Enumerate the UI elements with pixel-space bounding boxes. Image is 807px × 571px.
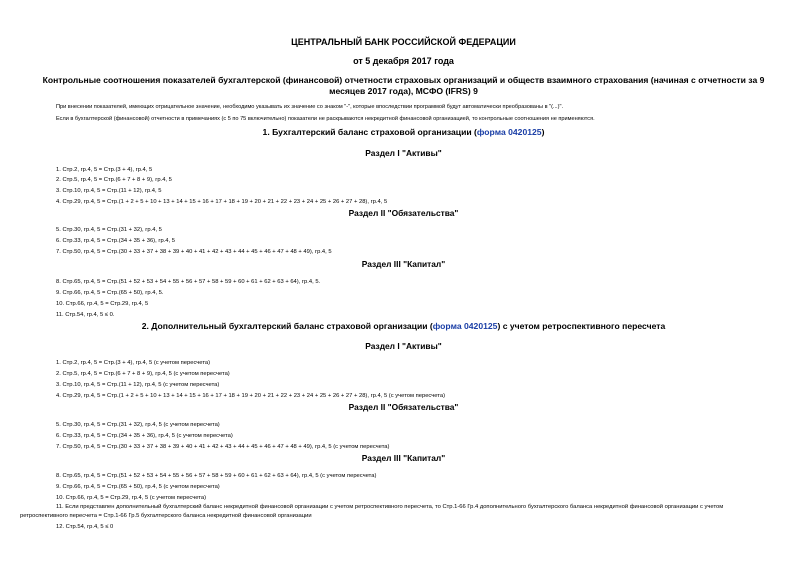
note-not-applicable: Если в бухгалтерской (финансовой) отчетности в примечаниях (с 5 по 75 включительно) показатели не раскрываются некредитной финансовой организацией, то контрольные соотношения не применяются.: [56, 116, 595, 122]
s2-liabilities-heading: Раздел II "Обязательства": [348, 402, 459, 412]
section-2-title-post: ) с учетом ретроспективного пересчета: [497, 321, 666, 331]
s1-capital-heading: Раздел III "Капитал": [361, 259, 446, 269]
s1-rule-2: 2. Стр.5, гр.4, 5 = Стр.(6 + 7 + 8 + 9), гр.4, 5: [56, 177, 172, 183]
s2-rule-1: 1. Стр.2, гр.4, 5 = Стр.(3 + 4), гр.4, 5 (с учетом пересчета): [56, 360, 211, 366]
s1-rule-11: 11. Стр.54, гр.4, 5 ≤ 0.: [56, 312, 115, 318]
section-1-title-pre: 1. Бухгалтерский баланс страховой организации (: [262, 127, 477, 137]
section-2-title: [0, 321, 807, 331]
s2-rule-7: 7. Стр.50, гр.4, 5 = Стр.(30 + 33 + 37 + 38 + 39 + 40 + 41 + 42 + 43 + 44 + 45 + 46 + 47 + 48 + 49), гр.4, 5 (с учетом пересчета): [56, 444, 390, 450]
s1-rule-8: 8. Стр.65, гр.4, 5 = Стр.(51 + 52 + 53 + 54 + 55 + 56 + 57 + 58 + 59 + 60 + 61 + 62 + 63 + 64), гр.4, 5.: [56, 279, 321, 285]
document-title: Контрольные соотношения показателей бухгалтерской (финансовой) отчетности страховых организаций и обществ взаимного страхования (начиная с отчетности за 9 месяцев 2017 года), МСФО (IFRS) 9: [42, 75, 765, 96]
s1-rule-6: 6. Стр.33, гр.4, 5 = Стр.(34 + 35 + 36), гр.4, 5: [56, 238, 175, 244]
s1-liabilities-heading: Раздел II "Обязательства": [348, 208, 459, 218]
s2-assets-heading: Раздел I "Активы": [365, 341, 442, 351]
s1-rule-4: 4. Стр.29, гр.4, 5 = Стр.(1 + 2 + 5 + 10 + 13 + 14 + 15 + 16 + 17 + 18 + 19 + 20 + 21 + 22 + 23 + 24 + 25 + 26 + 27 + 28), гр.4, 5: [56, 199, 388, 205]
s2-rule-2: 2. Стр.5, гр.4, 5 = Стр.(6 + 7 + 8 + 9), гр.4, 5 (с учетом пересчета): [56, 371, 230, 377]
form-0420125-link[interactable]: форма 0420125: [476, 127, 542, 137]
s2-rule-4: 4. Стр.29, гр.4, 5 = Стр.(1 + 2 + 5 + 10 + 13 + 14 + 15 + 16 + 17 + 18 + 19 + 20 + 21 + 22 + 23 + 24 + 25 + 26 + 27 + 28), гр.4, 5 (с учетом пересчета): [56, 393, 446, 399]
s2-capital-heading: Раздел III "Капитал": [361, 453, 446, 463]
form-0420125-link-2[interactable]: форма 0420125: [432, 321, 498, 331]
s2-rule-9: 9. Стр.66, гр.4, 5 = Стр.(65 + 50), гр.4, 5 (с учетом пересчета): [56, 484, 220, 490]
s1-rule-5: 5. Стр.30, гр.4, 5 = Стр.(31 + 32), гр.4, 5: [56, 227, 162, 233]
s2-rule-10: 10. Стр.66, гр.4, 5 = Стр.29, гр.4, 5 (с учетом пересчета): [56, 495, 207, 501]
document-date: от 5 декабря 2017 года: [353, 56, 454, 66]
s2-rule-12: 12. Стр.54, гр.4, 5 ≤ 0: [56, 524, 114, 530]
s2-rule-11: 11. Если представлен дополнительный бухгалтерский баланс некредитной финансовой организации с учетом ретроспективного пересчета, то Стр.1-66 Гр.4 дополнительного бухгалтерского баланса некредитной финансовой организации с учетом ретроспективного пересчета = Стр.1-66 Гр.5 бухгалтерского баланса некредитной финансовой организации: [20, 504, 724, 519]
s1-rule-9: 9. Стр.66, гр.4, 5 = Стр.(65 + 50), гр.4, 5.: [56, 290, 164, 296]
s2-rule-5: 5. Стр.30, гр.4, 5 = Стр.(31 + 32), гр.4, 5 (с учетом пересчета): [56, 422, 220, 428]
s2-rule-6: 6. Стр.33, гр.4, 5 = Стр.(34 + 35 + 36), гр.4, 5 (с учетом пересчета): [56, 433, 233, 439]
note-negative-values: При внесении показателей, имеющих отрицательное значение, необходимо указывать их значение со знаком "-", которые впоследствии программой будут автоматически преобразованы в "(...)".: [56, 104, 564, 110]
section-1-title: [0, 127, 807, 137]
s1-assets-heading: Раздел I "Активы": [365, 148, 442, 158]
s1-rule-1: 1. Стр.2, гр.4, 5 = Стр.(3 + 4), гр.4, 5: [56, 167, 153, 173]
s1-rule-10: 10. Стр.66, гр.4, 5 = Стр.29, гр.4, 5: [56, 301, 149, 307]
s1-rule-3: 3. Стр.10, гр.4, 5 = Стр.(11 + 12), гр.4, 5: [56, 188, 162, 194]
s1-rule-7: 7. Стр.50, гр.4, 5 = Стр.(30 + 33 + 37 + 38 + 39 + 40 + 41 + 42 + 43 + 44 + 45 + 46 + 47 + 48 + 49), гр.4, 5: [56, 249, 332, 255]
s2-rule-3: 3. Стр.10, гр.4, 5 = Стр.(11 + 12), гр.4, 5 (с учетом пересчета): [56, 382, 220, 388]
section-1-title-post: ): [541, 127, 545, 137]
s2-rule-8: 8. Стр.65, гр.4, 5 = Стр.(51 + 52 + 53 + 54 + 55 + 56 + 57 + 58 + 59 + 60 + 61 + 62 + 63 + 64), гр.4, 5 (с учетом пересчета): [56, 473, 377, 479]
section-2-title-pre: 2. Дополнительный бухгалтерский баланс страховой организации (: [141, 321, 433, 331]
bank-heading: ЦЕНТРАЛЬНЫЙ БАНК РОССИЙСКОЙ ФЕДЕРАЦИИ: [291, 37, 516, 47]
